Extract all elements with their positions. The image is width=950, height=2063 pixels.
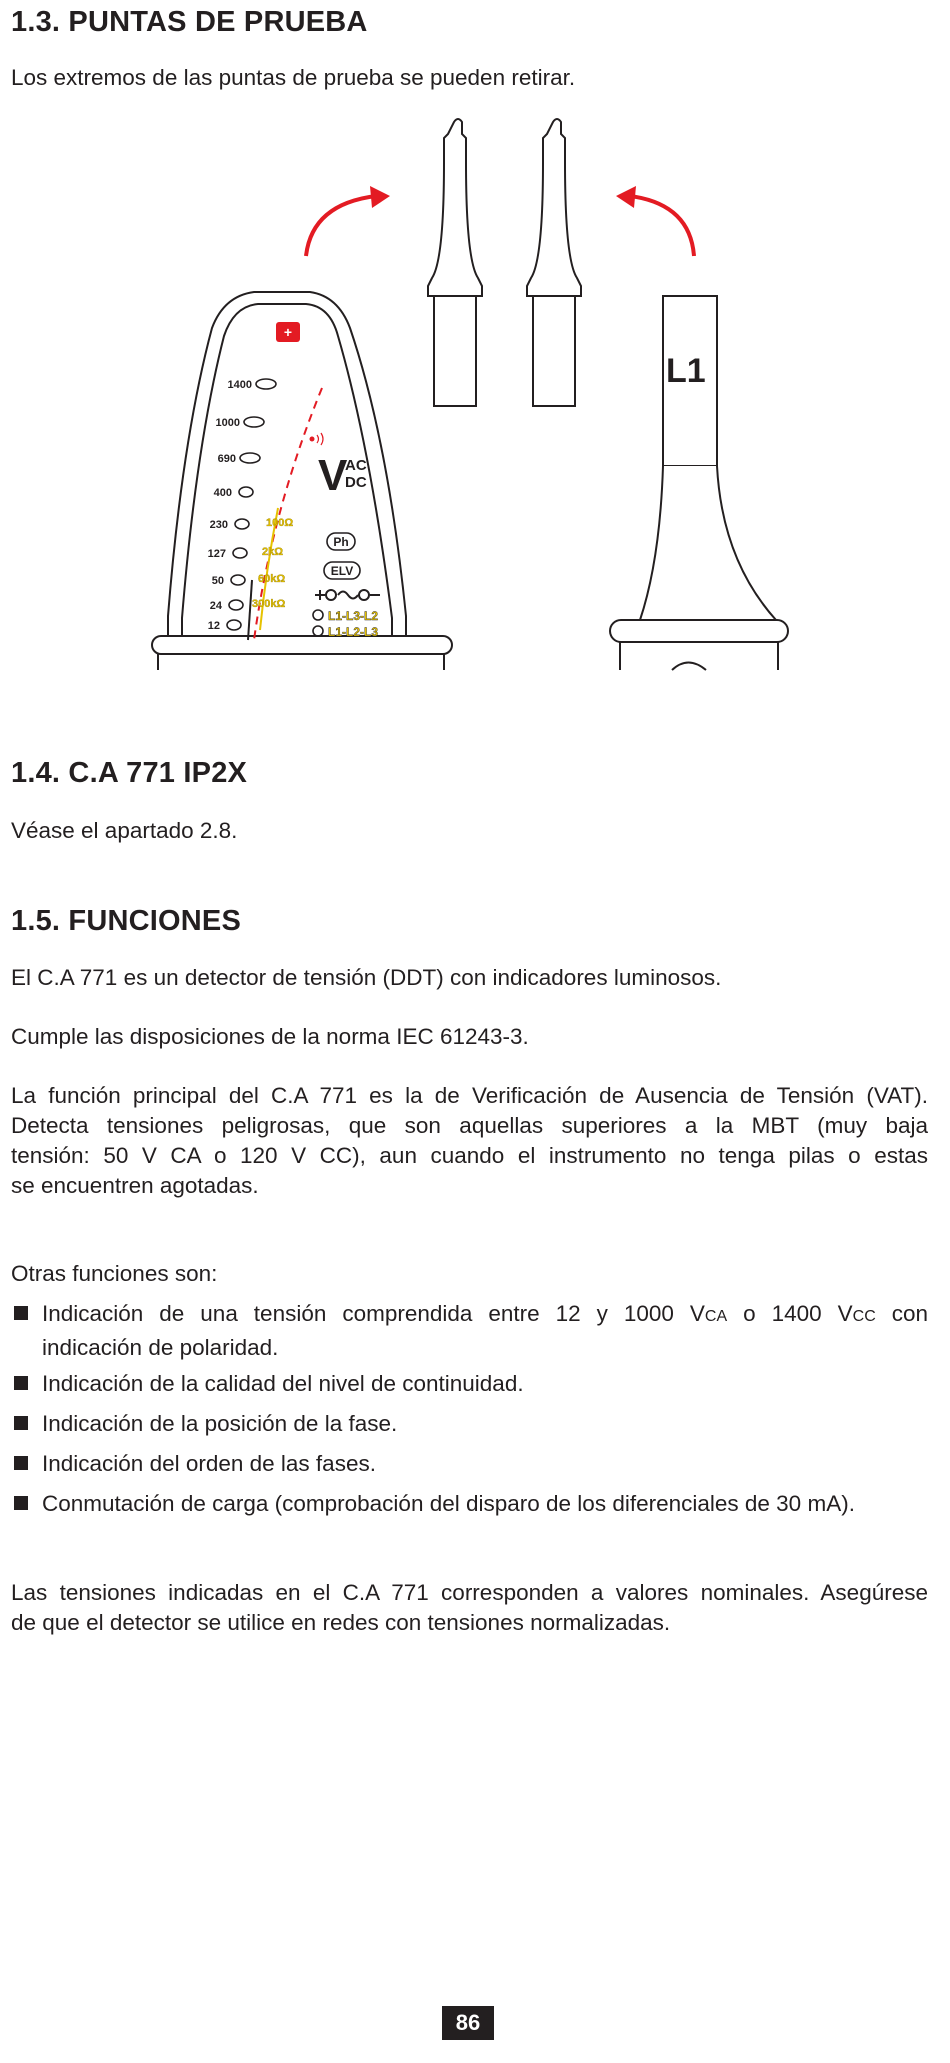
voltage-led bbox=[231, 575, 245, 585]
voltage-led-label: 24 bbox=[209, 600, 222, 612]
continuity-label: 60kΩ bbox=[258, 573, 286, 585]
elv-label: ELV bbox=[330, 564, 354, 578]
detector-collar bbox=[152, 636, 452, 654]
dc-label: DC bbox=[345, 474, 367, 491]
continuity-label: 2kΩ bbox=[262, 546, 284, 558]
voltage-led-label: 12 bbox=[207, 620, 220, 632]
phase-order-label: L1-L2-L3 bbox=[328, 625, 379, 639]
continuity-scale bbox=[252, 517, 293, 610]
paragraph-line: Las tensiones indicadas en el C.A 771 corresponden a valores nominales. Asegúrese bbox=[11, 1580, 928, 1605]
bullet-square-icon bbox=[14, 1496, 28, 1510]
probe-tip-left bbox=[428, 119, 482, 406]
list-item: Indicación del orden de las fases. bbox=[11, 1448, 928, 1479]
svg-text:+: + bbox=[283, 324, 293, 340]
paragraph-line: tensión: 50 V CA o 120 V CC), aun cuando el instrumento no tenga pilas o estas bbox=[11, 1143, 928, 1168]
section-text-puntas: Los extremos de las puntas de prueba se pueden retirar. bbox=[11, 65, 576, 90]
section-text-ip2x: Véase el apartado 2.8. bbox=[11, 818, 238, 843]
list-item: Indicación de la posición de la fase. bbox=[11, 1408, 928, 1439]
arrow-icons bbox=[306, 196, 694, 256]
detector-illustration bbox=[140, 110, 790, 680]
voltage-led bbox=[229, 600, 243, 610]
probe-tip-right bbox=[527, 119, 581, 406]
voltage-led-label: 690 bbox=[217, 453, 236, 465]
funciones-paragraph-2: Cumple las disposiciones de la norma IEC 61243-3. bbox=[11, 1024, 529, 1049]
voltage-led-label: 230 bbox=[209, 519, 228, 531]
detector-body-outline bbox=[168, 292, 406, 640]
voltage-led-scale bbox=[208, 379, 276, 632]
ac-label: AC bbox=[345, 457, 367, 474]
voltage-led-label: 400 bbox=[213, 487, 232, 499]
voltage-led bbox=[227, 620, 241, 630]
voltage-led bbox=[239, 487, 253, 497]
list-item-line: indicación de polaridad. bbox=[42, 1335, 279, 1360]
arrow-left-icon bbox=[306, 196, 376, 256]
page-number: 86 bbox=[442, 2006, 494, 2040]
voltage-led-label: 1400 bbox=[227, 379, 252, 391]
bullet-square-icon bbox=[14, 1306, 28, 1320]
phase-label: Ph bbox=[333, 535, 349, 549]
section-heading-funciones: 1.5. FUNCIONES bbox=[11, 905, 242, 937]
voltage-led bbox=[240, 453, 260, 463]
voltage-led-label: 50 bbox=[211, 575, 224, 587]
section-heading-puntas-de-prueba: 1.3. PUNTAS DE PRUEBA bbox=[11, 6, 368, 38]
voltage-led bbox=[235, 519, 249, 529]
funciones-paragraph-1: El C.A 771 es un detector de tensión (DDT) con indicadores luminosos. bbox=[11, 965, 722, 990]
polarity-icon bbox=[315, 590, 380, 600]
list-item bbox=[11, 1298, 928, 1360]
other-functions-intro: Otras funciones son: bbox=[11, 1261, 218, 1286]
phase-order-label: L1-L3-L2 bbox=[328, 609, 379, 623]
list-item: Conmutación de carga (comprobación del disparo de los diferenciales de 30 mA). bbox=[11, 1488, 928, 1519]
continuity-label: 100Ω bbox=[266, 517, 294, 529]
voltage-led-label: 1000 bbox=[215, 417, 240, 429]
bullet-square-icon bbox=[14, 1376, 28, 1390]
buzzer-icon bbox=[310, 433, 324, 445]
paragraph-line: de que el detector se utilice en redes con tensiones normalizadas. bbox=[11, 1610, 671, 1635]
list-item: Indicación de la calidad del nivel de continuidad. bbox=[11, 1368, 928, 1399]
voltage-led bbox=[233, 548, 247, 558]
probe-label: L1 bbox=[666, 352, 706, 390]
list-item-line: Indicación de una tensión comprendida entre 12 y 1000 VCA o 1400 VCC con bbox=[42, 1301, 929, 1326]
paragraph-line: Detecta tensiones peligrosas, que son aquellas superiores a la MBT (muy baja bbox=[11, 1113, 928, 1138]
voltage-led bbox=[256, 379, 276, 389]
bullet-square-icon bbox=[14, 1456, 28, 1470]
arrow-right-icon bbox=[630, 196, 694, 256]
continuity-label: 300kΩ bbox=[252, 598, 286, 610]
voltage-led bbox=[244, 417, 264, 427]
section-heading-ip2x: 1.4. C.A 771 IP2X bbox=[11, 757, 248, 789]
probe-tips-figure bbox=[140, 110, 790, 680]
paragraph-line: La función principal del C.A 771 es la de Verificación de Ausencia de Tensión (VAT). bbox=[11, 1083, 928, 1108]
voltage-led-label: 127 bbox=[207, 548, 226, 560]
voltage-symbol: V bbox=[318, 451, 348, 500]
bullet-square-icon bbox=[14, 1416, 28, 1430]
paragraph-line: se encuentren agotadas. bbox=[11, 1173, 259, 1198]
